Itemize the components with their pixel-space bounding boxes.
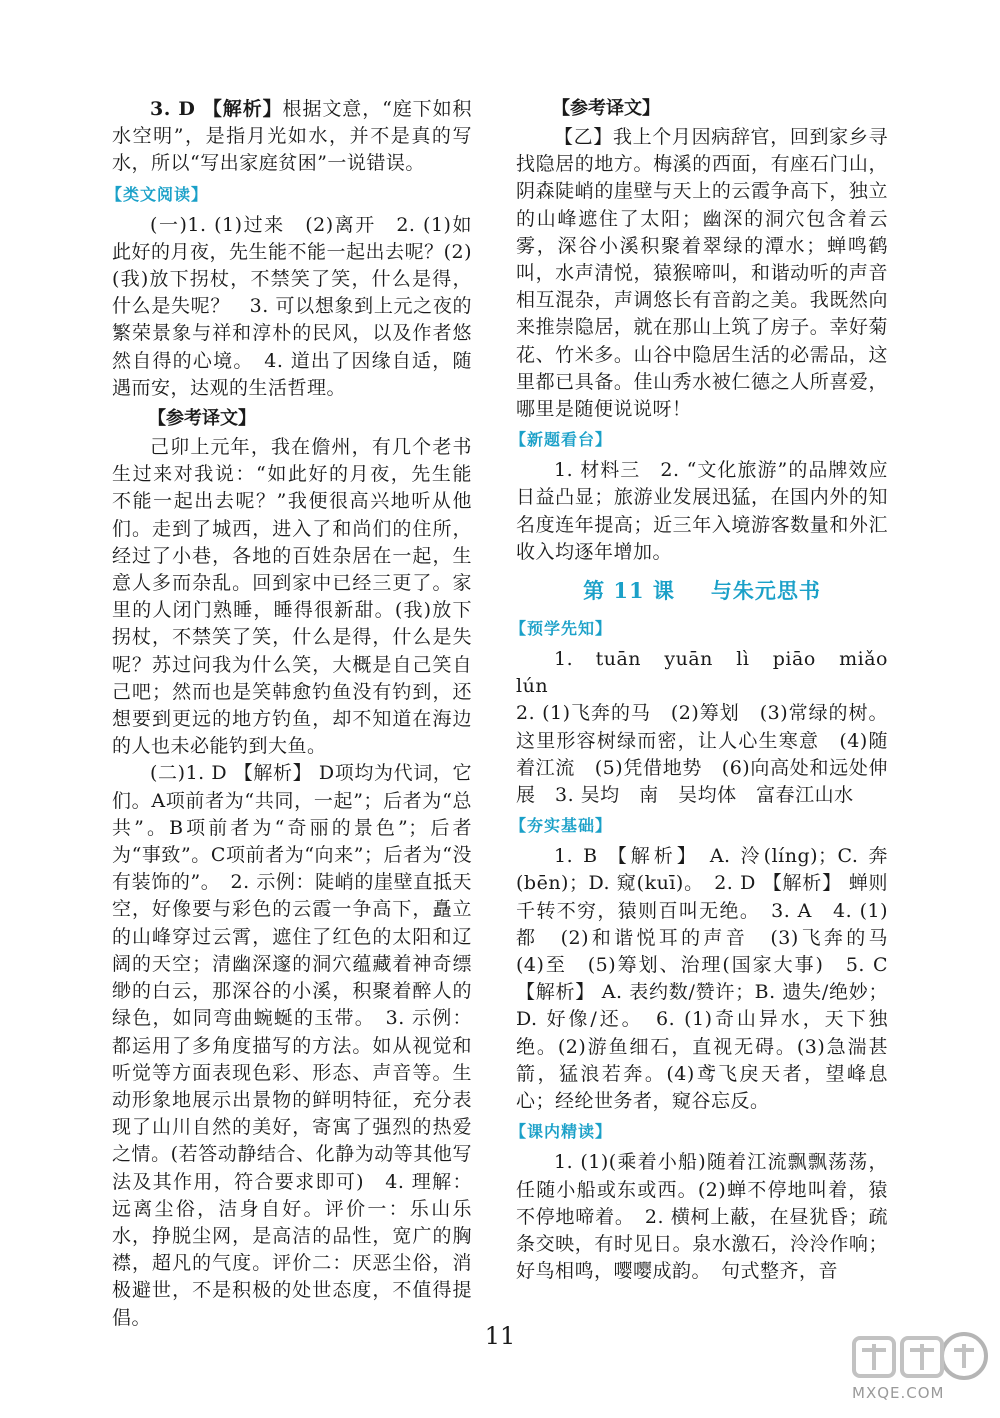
reading-answers-2: (二)1. D 【解析】 D项均为代词，它们。A项前者为“共同，一起”；后者为“总共”。B项前者为“奇丽的景色”；后者为“事致”。C项前者为“向来”；后者为“没有装饰的”。 2. 示例：陡峭的崖壁直抵天空，好像要与彩色的云霞一争高下，矗立的山峰穿过云霄，遮住了红色的太阳和辽阔的天空；清幽深邃的洞穴蕴藏着神奇缥缈的白云，那深谷的小溪，积聚着醉人的绿色，如同弯曲蜿蜒的玉带。 3. 示例：都运用了多角度描写的方法。如从视觉和听觉等方面表现色彩、形态、声音等。生动形象地展示出景物的鲜明特征，充分表现了山川自然的美好，寄寓了强烈的热爱之情。(若答动静结合、化静为动等其他写法及其作用，符合要求即可) 4. 理解：远离尘俗，洁身自好。评价一：乐山乐水，挣脱尘网，是高洁的品性，宽广的胸襟，超凡的气度。评价二：厌恶尘俗，消极避世，不是积极的处世态度，不值得提倡。 [112, 762, 472, 1329]
pinyin-answers: 1. tuān yuān lì piāo miǎo lún [516, 648, 908, 698]
section-tag-new: 【新题看台】 [510, 430, 613, 450]
lesson-number: 第 11 课 [583, 578, 675, 604]
intensive-answers: 1. (1)(乘着小船)随着江流飘飘荡荡，任随小船或东或西。(2)蝉不停地叫着，猿不停地啼着。 2. 横柯上蔽，在昼犹昏；疏条交映，有时见日。泉水激石，泠泠作响；好鸟相鸣，嘤嘤成韵。 句式整齐，音 [516, 1151, 888, 1283]
watermark-text: MXQE.COM [852, 1384, 945, 1402]
section-tag-preview: 【预学先知】 [510, 619, 613, 639]
lesson-heading [516, 576, 888, 606]
section-tag-reading: 【类文阅读】 [106, 184, 209, 204]
reference-translation-title-2: 【参考译文】 [552, 98, 660, 119]
left-column [106, 96, 473, 1332]
page-number: 11 [484, 1322, 516, 1350]
answer-q3 [112, 96, 472, 178]
reading-answers-1: (一)1. (1)过来 (2)离开 2. (1)如此好的月夜，先生能不能一起出去呢？(2)(我)放下拐杖，不禁笑了笑，什么是得，什么是失呢？ 3. 可以想象到上元之夜的繁荣景象与祥和淳朴的民风，以及作者悠然自得的心境。 4. 道出了因缘自适，随遇而安，达观的生活哲理。 [112, 213, 472, 399]
q3-label: 3. D 【解析】 [150, 98, 283, 120]
q3-text: 根据文意，“庭下如积水空明”，是指月光如水，并不是真的写水，所以“写出家庭贫困”一说错误。 [112, 98, 473, 175]
right-column [510, 96, 908, 1285]
reference-translation-text: 己卯上元年，我在儋州，有几个老书生过来对我说：“如此好的月夜，先生能不能一起出去呢？”我便很高兴地听从他们。走到了城西，进入了和尚们的住所，经过了小巷，各地的百姓杂居在一起，生意人多而杂乱。回到家中已经三更了。家里的人闭门熟睡，睡得很新甜。(我)放下拐杖，不禁笑了笑，什么是得，什么是失呢？苏过问我为什么笑，大概是自己笑自己吧；然而也是笑韩愈钓鱼没有钓到，还想要到更远的地方钓鱼，却不知道在海边的人也未必能钓到大鱼。 [112, 436, 472, 758]
reference-translation-title: 【参考译文】 [148, 408, 256, 430]
new-question-answers: 1. 材料三 2. “文化旅游”的品牌效应日益凸显；旅游业发展迅猛，在国内外的知名度连年提高；近三年入境游客数量和外汇收入均逐年增加。 [516, 459, 888, 563]
lesson-title: 与朱元思书 [710, 578, 821, 604]
section-tag-intensive: 【课内精读】 [510, 1122, 613, 1142]
section-tag-basic: 【夯实基础】 [510, 816, 613, 836]
reference-translation-text-2: 【乙】我上个月因病辞官，回到家乡寻找隐居的地方。梅溪的西面，有座石门山，阴森陡峭的崖壁与天上的云霞争高下，独立的山峰遮住了太阳；幽深的洞穴包含着云雾，深谷小溪积聚着翠绿的潭水；蝉鸣鹤叫，水声清悦，猿猴啼叫，和谐动听的声音相互混杂，声调悠长有音韵之美。我既然向来推崇隐居，就在那山上筑了房子。幸好菊花、竹米多。山谷中隐居生活的必需品，这里都已具备。佳山秀水被仁德之人所喜爱，哪里是随便说说呀！ [516, 126, 888, 421]
preview-answers: 2. (1)飞奔的马 (2)筹划 (3)常绿的树。这里形容树绿而密，让人心生寒意 (4)随着江流 (5)凭借地势 (6)向高处和远处伸展 3. 吴均 南 吴均体 富春江山水 [516, 702, 888, 807]
basic-answers: 1. B 【解析】 A. 泠(líng)；C. 奔(bēn)；D. 窥(kuī)。 2. D 【解析】 蝉则千转不穷，猿则百叫无绝。 3. A 4. (1)都 (2)和谐悦耳的声音 (3)飞奔的马 (4)至 (5)筹划、治理(国家大事) 5. C 【解析】 A. 表约数/赞许；B. 遗失/绝妙；D. 好像/还。 6. (1)奇山异水，天下独绝。(2)游鱼细石，直视无碍。(3)急湍甚箭，猛浪若奔。(4)鸢飞戾天者，望峰息心；经纶世务者，窥谷忘反。 [516, 845, 908, 1113]
